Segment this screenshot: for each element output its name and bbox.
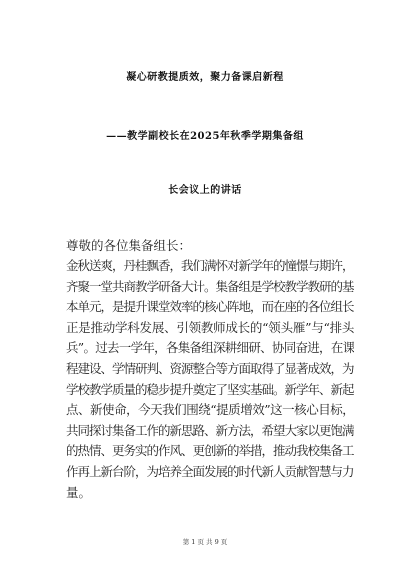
body-line: 点、新使命，今天我们围绕“提质增效”这一核心目标， — [66, 402, 354, 418]
body-line: 作再上新台阶，为培养全面发展的时代新人贡献智慧与力 — [66, 463, 354, 479]
title-line-3: 长会议上的讲话 — [168, 185, 242, 196]
body-line: 共同探讨集备工作的新思路、新方法，希望大家以更饱满 — [66, 422, 354, 438]
body-line: 正是推动学科发展、引领教师成长的“领头雁”与“排头 — [66, 319, 354, 335]
title-line-2: ——教学副校长在2025年秋季学期集备组 — [106, 131, 304, 142]
body-line: 兵”。过去一学年，各集备组深耕细研、协同奋进，在课 — [66, 340, 354, 356]
body-line: 的热情、更务实的作风、更创新的举措，推动我校集备工 — [66, 443, 354, 459]
salutation: 尊敬的各位集备组长： — [66, 238, 192, 253]
body-line: 金秋送爽，丹桂飘香，我们满怀对新学年的憧憬与期许， — [66, 258, 354, 273]
title-line-1: 凝心研教提质效，聚力备课启新程 — [126, 72, 284, 83]
body-line: 学校教学质量的稳步提升奠定了坚实基础。新学年、新起 — [66, 381, 354, 397]
body-line: 本单元，是提升课堂效率的核心阵地，而在座的各位组长 — [66, 299, 354, 315]
body-line: 齐聚一堂共商教学研备大计。集备组是学校教学教研的基 — [66, 278, 354, 294]
body-line: 程建设、学情研判、资源整合等方面取得了显著成效，为 — [66, 360, 354, 376]
body-paragraph — [66, 256, 354, 503]
page-number: 第 1 页 共 9 页 — [182, 538, 228, 546]
body-line: 量。 — [66, 484, 92, 500]
